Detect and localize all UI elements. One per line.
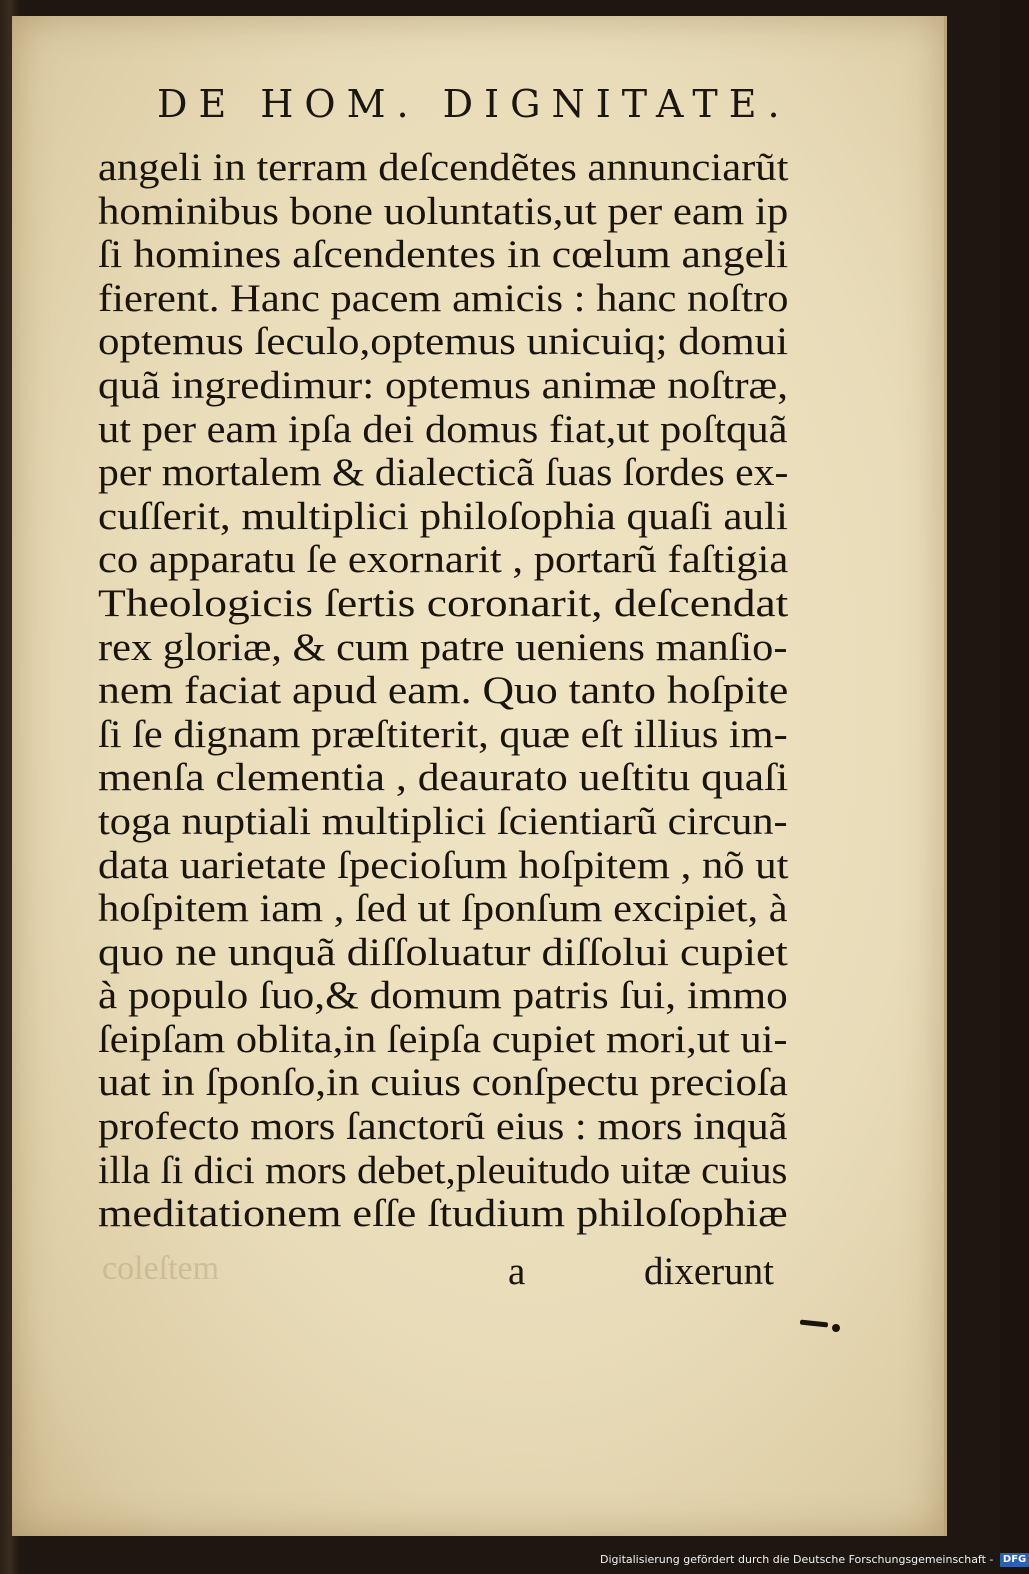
digitization-credit (600, 1550, 1027, 1570)
text-line: angeli in terram deſcendẽtes annunciarũt (98, 146, 789, 189)
text-line: hominibus bone uoluntatis,ut per eam ip (98, 189, 789, 233)
text-line: cuſſerit, multiplici philoſophia quaſi auli (98, 494, 788, 538)
text-line: Theologicis ſertis coronarit, deſcendat (98, 581, 789, 625)
text-line: ſeipſam oblita,in ſeipſa cupiet mori,ut ui- (98, 1017, 788, 1061)
text-line: à populo ſuo,& domum patris ſui, immo (98, 974, 788, 1018)
ink-dot-mark (832, 1324, 840, 1332)
text-line: rex gloriæ, & cum patre ueniens manſio- (98, 625, 788, 669)
text-line: ut per eam ipſa dei domus fiat,ut poſtquã (98, 407, 788, 451)
show-through-text: coleſtem (102, 1250, 220, 1287)
catchword: dixerunt (644, 1250, 774, 1293)
text-line: hoſpitem iam , ſed ut ſponſum excipiet, à (98, 887, 788, 931)
text-line: ſi homines aſcendentes in cœlum angeli (98, 233, 789, 277)
text-line: nem faciat apud eam. Quo tanto hoſpite (98, 669, 789, 713)
text-line: co apparatu ſe exornarit , portarũ faſtigia (98, 538, 789, 582)
text-line: data uarietate ſpecioſum hoſpitem , nõ ut (98, 843, 789, 887)
text-line: optemus ſeculo,optemus unicuiq; domui (98, 320, 789, 364)
text-line: toga nuptiali multiplici ſcientiarũ circun- (98, 799, 788, 843)
text-line: quo ne unquã diſſoluatur diſſolui cupiet (98, 930, 788, 974)
paper-sheet (12, 16, 947, 1536)
body-text (98, 146, 798, 1236)
credit-text: Digitalisierung gefördert durch die Deutsche Forschungsgemeinschaft - (600, 1553, 994, 1566)
text-line: ſi ſe dignam præſtiterit, quæ eſt illius im- (98, 712, 788, 756)
text-line: fierent. Hanc pacem amicis : hanc noſtro (98, 276, 789, 320)
page-footer-line (98, 1248, 788, 1296)
dfg-logo-icon: DFG (1000, 1553, 1029, 1567)
text-line: per mortalem & dialecticã ſuas ſordes ex- (98, 451, 789, 495)
text-line: meditationem eſſe ſtudium philoſophiæ (98, 1192, 788, 1236)
text-line: menſa clementia , deaurato ueſtitu quaſi (98, 756, 789, 800)
running-head: DE HOM. DIGNITATE. (157, 82, 791, 126)
text-line: uat in ſponſo,in cuius conſpectu precioſa (98, 1061, 788, 1105)
text-line: quã ingredimur: optemus animæ noſtræ, (98, 363, 789, 407)
ink-dash-mark (800, 1320, 828, 1328)
text-line: illa ſi dici mors debet,pleuitudo uitæ cuius (98, 1148, 788, 1192)
text-line: profecto mors ſanctorũ eius : mors inquã (98, 1105, 788, 1149)
signature-mark: a (508, 1250, 526, 1293)
